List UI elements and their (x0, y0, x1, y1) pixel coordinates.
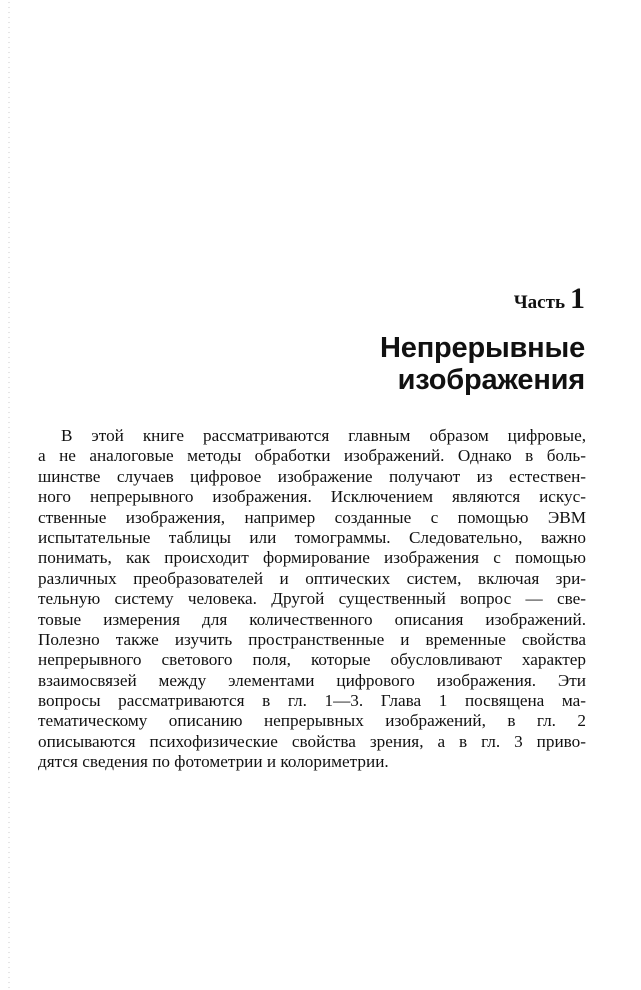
chapter-title (380, 332, 585, 396)
paragraph-line: товые измерения для количественного описания изображений. (38, 609, 586, 629)
chapter-title-line-1: Непрерывные (380, 332, 585, 364)
paragraph-line: тематическому описанию непрерывных изображений, в гл. 2 (38, 711, 586, 731)
paragraph-line: ного непрерывного изображения. Исключением являются искус- (38, 487, 586, 507)
paragraph-line: понимать, как происходит формирование изображения с помощью (38, 548, 586, 568)
paragraph-line: описываются психофизические свойства зрения, а в гл. 3 приво- (38, 731, 586, 751)
part-word: Часть (513, 292, 565, 313)
body-paragraph (38, 426, 586, 773)
paragraph-line: взаимосвязей между элементами цифрового изображения. Эти (38, 670, 586, 690)
chapter-title-line-2: изображения (397, 364, 585, 396)
scan-edge-dots (8, 0, 10, 990)
paragraph-line: а не аналоговые методы обработки изображений. Однако в боль- (38, 446, 586, 466)
part-label (514, 279, 585, 319)
paragraph-line: непрерывного светового поля, которые обусловливают характер (38, 650, 586, 670)
paragraph-line: ственные изображения, например созданные с помощью ЭВМ (38, 507, 586, 527)
paragraph-line: Полезно также изучить пространственные и временные свойства (38, 629, 586, 649)
paragraph-line: шинстве случаев цифровое изображение получают из естествен- (38, 466, 586, 486)
part-number: 1 (570, 282, 585, 315)
paragraph-line: дятся сведения по фотометрии и колориметрии. (38, 752, 389, 772)
paragraph-line: испытательные таблицы или томограммы. Следовательно, важно (38, 527, 586, 547)
paragraph-line: различных преобразователей и оптических систем, включая зри- (38, 568, 586, 588)
paragraph-line: вопросы рассматриваются в гл. 1—3. Глава 1 посвящена ма- (38, 691, 586, 711)
paragraph-line: тельную систему человека. Другой существенный вопрос — све- (38, 589, 586, 609)
paragraph-line: В этой книге рассматриваются главным образом цифровые, (61, 426, 586, 445)
